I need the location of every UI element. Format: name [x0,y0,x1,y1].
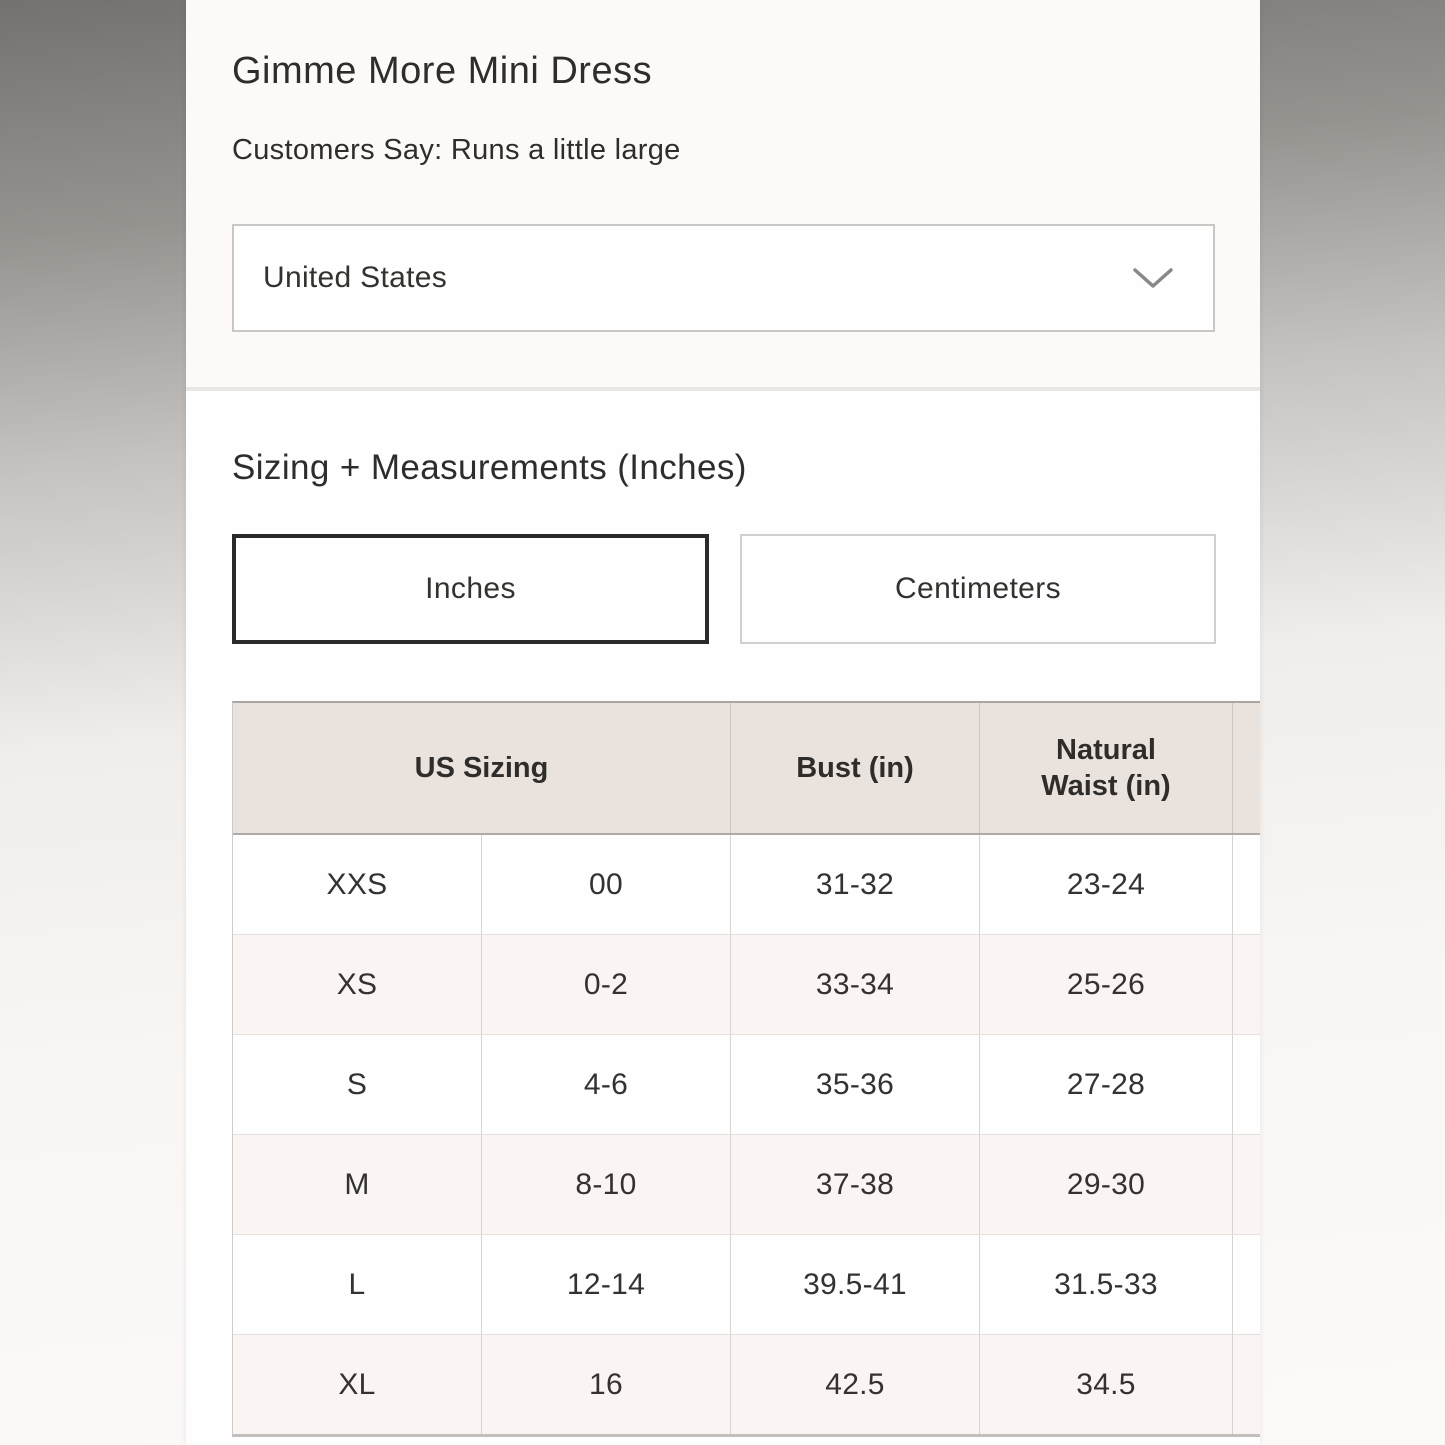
size-cell: XS [233,935,482,1034]
header-natural-waist: Natural Waist (in) [980,703,1233,833]
product-info-section [186,0,1260,387]
bust-cell: 31-32 [731,835,980,934]
size-guide-card [186,0,1260,1445]
header-us-sizing: US Sizing [233,703,731,833]
us-size-cell: 00 [482,835,731,934]
size-cell: L [233,1235,482,1334]
cutoff-cell [1233,1235,1260,1334]
table-row [233,1134,1260,1234]
waist-cell: 27-28 [980,1035,1233,1134]
sizing-section [186,391,1260,1437]
cutoff-cell [1233,1335,1260,1434]
bust-cell: 35-36 [731,1035,980,1134]
us-size-cell: 4-6 [482,1035,731,1134]
table-row [233,934,1260,1034]
tab-centimeters[interactable]: Centimeters [740,534,1216,644]
bust-cell: 33-34 [731,935,980,1034]
size-cell: XXS [233,835,482,934]
size-cell: S [233,1035,482,1134]
cutoff-cell [1233,835,1260,934]
sizing-heading: Sizing + Measurements (Inches) [232,448,747,487]
table-row [233,1034,1260,1134]
product-title: Gimme More Mini Dress [232,50,653,92]
waist-cell: 31.5-33 [980,1235,1233,1334]
fit-note: Customers Say: Runs a little large [232,133,681,166]
table-header-row [233,703,1260,835]
bust-cell: 37-38 [731,1135,980,1234]
us-size-cell: 8-10 [482,1135,731,1234]
size-table-viewport [232,701,1260,1437]
bust-cell: 42.5 [731,1335,980,1434]
table-row [233,1234,1260,1334]
us-size-cell: 12-14 [482,1235,731,1334]
tab-inches[interactable]: Inches [232,534,709,644]
waist-cell: 29-30 [980,1135,1233,1234]
size-cell: M [233,1135,482,1234]
country-select[interactable] [232,224,1215,332]
us-size-cell: 16 [482,1335,731,1434]
country-select-value: United States [263,260,448,294]
cutoff-cell [1233,1035,1260,1134]
header-bust: Bust (in) [731,703,980,833]
cutoff-cell [1233,935,1260,1034]
unit-toggle [232,534,1260,644]
waist-cell: 25-26 [980,935,1233,1034]
table-row [233,835,1260,934]
header-cutoff-column [1233,703,1260,833]
size-cell: XL [233,1335,482,1434]
cutoff-cell [1233,1135,1260,1234]
bust-cell: 39.5-41 [731,1235,980,1334]
size-table [232,701,1260,1437]
waist-cell: 23-24 [980,835,1233,934]
table-row [233,1334,1260,1434]
waist-cell: 34.5 [980,1335,1233,1434]
chevron-down-icon [1133,267,1173,289]
us-size-cell: 0-2 [482,935,731,1034]
